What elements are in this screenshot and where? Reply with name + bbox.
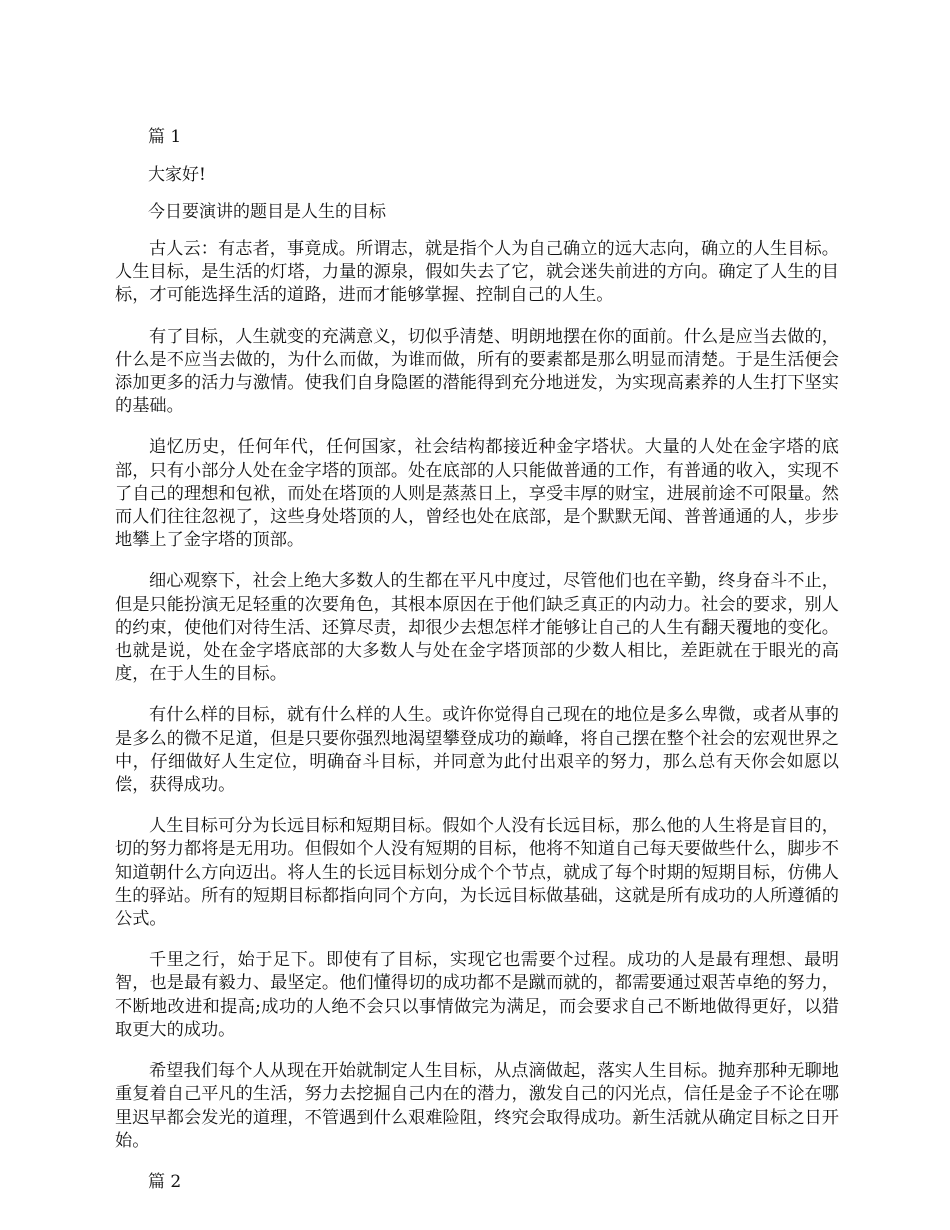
section-1-title: 篇 1 — [148, 127, 182, 147]
paragraph: 追忆历史，任何年代，任何国家，社会结构都接近种金字塔状。大量的人处在金字塔的底部，只有小部分人处在金字塔的顶部。处在底部的人只能做普通的工作，有普通的收入，实现不了自己的理想和包袱，而处在塔顶的人则是蒸蒸日上，享受丰厚的财宝，进展前途不可限量。然而人们往往忽视了，这些身处塔顶的人，曾经也处在底部，是个默默无闻、普普通通的人，步步地攀上了金字塔的顶部。 — [115, 437, 839, 551]
section-2-title: 篇 2 — [148, 1171, 182, 1192]
paragraph: 希望我们每个人从现在开始就制定人生目标，从点滴做起，落实人生目标。抛弃那种无聊地重复着自己平凡的生活，努力去挖掘自己内在的潜力，激发自己的闪光点，信任是金子不论在哪里迟早都会发光的道理，不管遇到什么艰难险阻，终究会取得成功。新生活就从确定目标之日开始。 — [115, 1061, 839, 1151]
greeting: 大家好! — [148, 165, 206, 185]
paragraph: 人生目标可分为长远目标和短期目标。假如个人没有长远目标，那么他的人生将是盲目的，切的努力都将是无用功。但假如个人没有短期的目标，他将不知道自己每天要做些什么，脚步不知道朝什么方向迈出。将人生的长远目标划分成个个节点，就成了每个时期的短期目标，仿佛人生的驿站。所有的短期目标都指向同个方向，为长远目标做基础，这就是所有成功的人所遵循的公式。 — [115, 816, 839, 930]
speech-topic: 今日要演讲的题目是人生的目标 — [148, 202, 386, 222]
paragraph: 有什么样的目标，就有什么样的人生。或许你觉得自己现在的地位是多么卑微，或者从事的是多么的微不足道，但是只要你强烈地渴望攀登成功的巅峰，将自己摆在整个社会的宏观世界之中，仔细做好人生定位，明确奋斗目标，并同意为此付出艰辛的努力，那么总有天你会如愿以偿，获得成功。 — [115, 705, 839, 796]
paragraph: 有了目标，人生就变的充满意义，切似乎清楚、明朗地摆在你的面前。什么是应当去做的，什么是不应当去做的，为什么而做，为谁而做，所有的要素都是那么明显而清楚。于是生活便会添加更多的活力与激情。使我们自身隐匿的潜能得到充分地迸发，为实现高素养的人生打下坚实的基础。 — [115, 326, 839, 417]
document-body — [115, 126, 839, 1209]
paragraph: 古人云：有志者，事竟成。所谓志，就是指个人为自己确立的远大志向，确立的人生目标。人生目标，是生活的灯塔，力量的源泉，假如失去了它，就会迷失前进的方向。确定了人生的目标，才可能选择生活的道路，进而才能够掌握、控制自己的人生。 — [115, 239, 839, 306]
paragraph: 细心观察下，社会上绝大多数人的生都在平凡中度过，尽管他们也在辛勤，终身奋斗不止，但是只能扮演无足轻重的次要角色，其根本原因在于他们缺乏真正的内动力。社会的要求，别人的约束，使他们对待生活、还算尽责，却很少去想怎样才能够让自己的人生有翻天覆地的变化。也就是说，处在金字塔底部的大多数人与处在金字塔顶部的少数人相比，差距就在于眼光的高度，在于人生的目标。 — [115, 571, 839, 685]
paragraph: 千里之行，始于足下。即使有了目标，实现它也需要个过程。成功的人是最有理想、最明智，也是最有毅力、最坚定。他们懂得切的成功都不是蹴而就的，都需要通过艰苦卓绝的努力，不断地改进和提高;成功的人绝不会只以事情做完为满足，而会要求自己不断地做得更好，以猎取更大的成功。 — [115, 950, 839, 1040]
